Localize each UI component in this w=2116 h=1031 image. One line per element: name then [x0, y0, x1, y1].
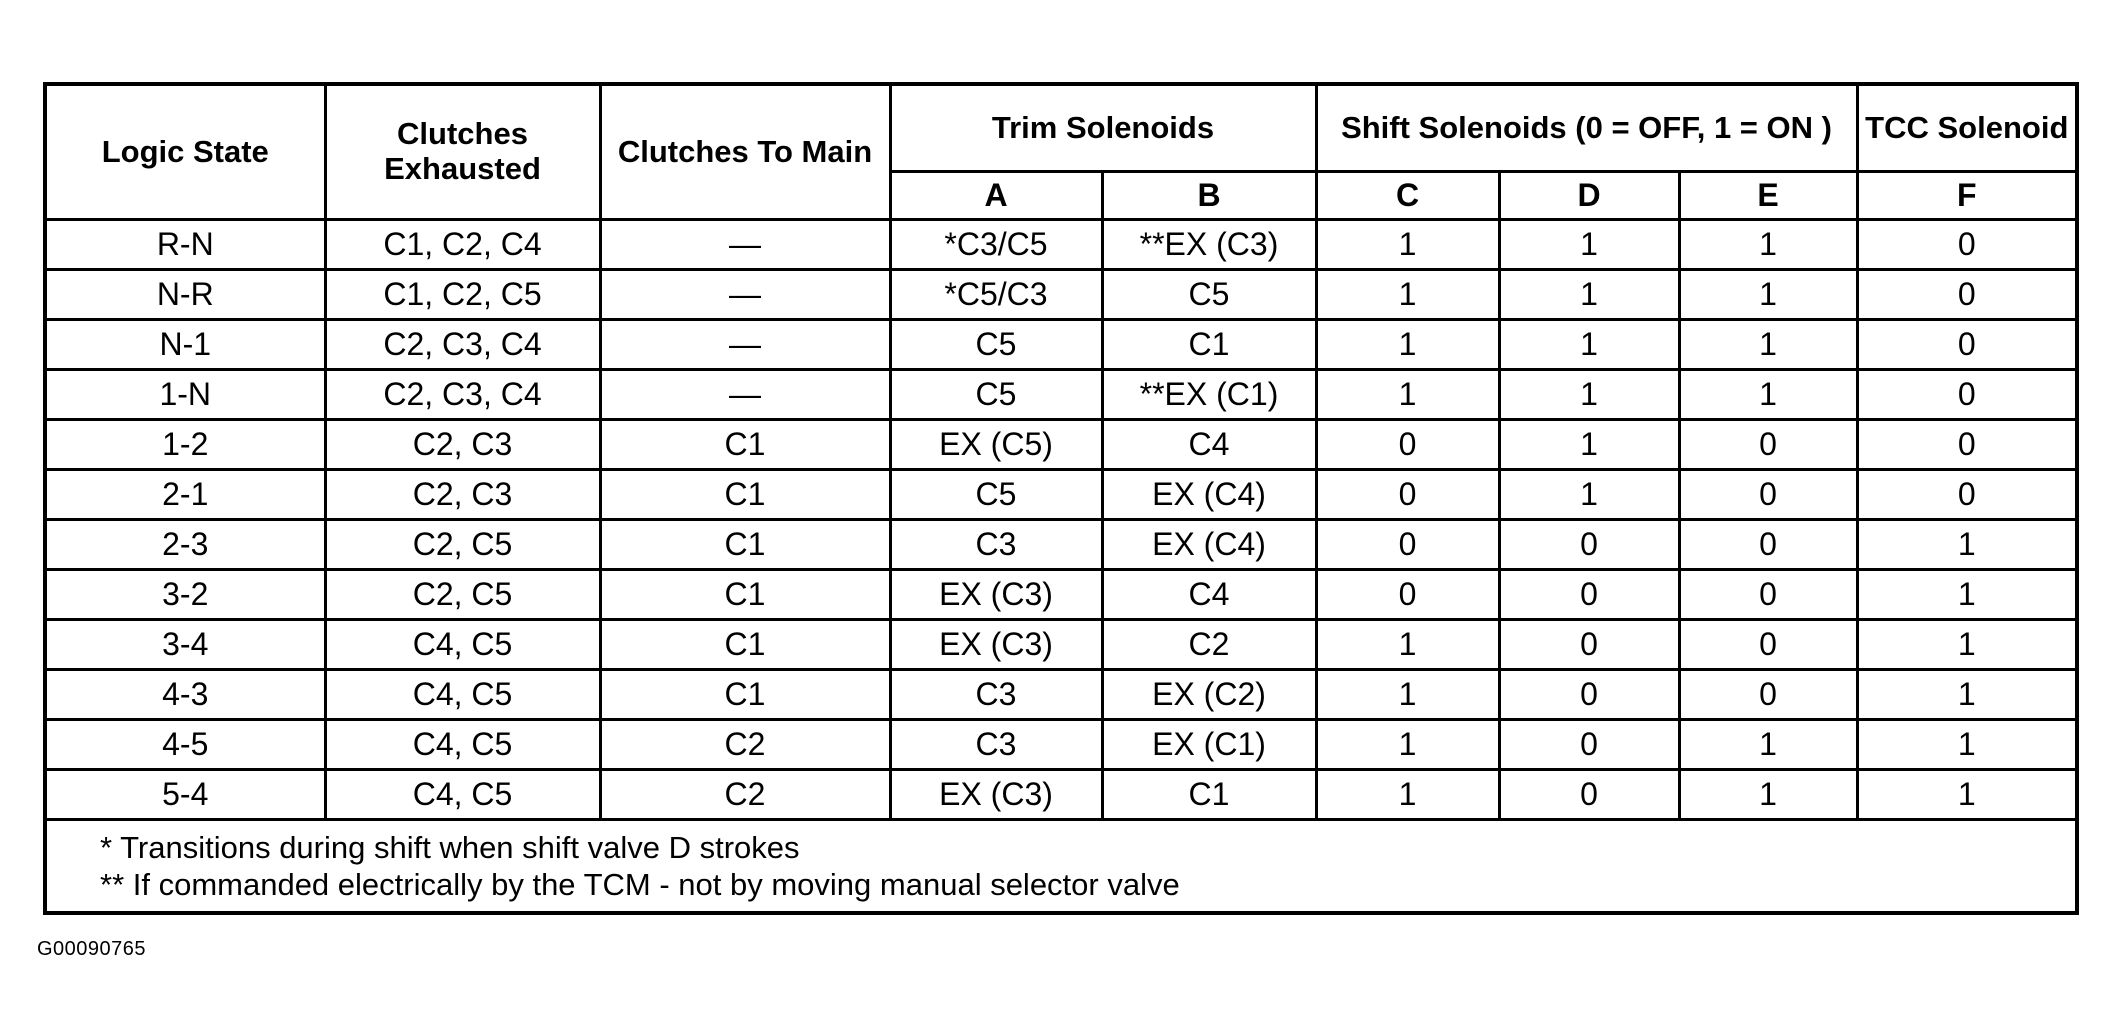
- table-row: [45, 220, 2077, 270]
- cell-tcc-f: 1: [1857, 570, 2077, 620]
- cell-trim-a: C5: [890, 470, 1102, 520]
- cell-trim-a: *C3/C5: [890, 220, 1102, 270]
- cell-trim-a: EX (C3): [890, 620, 1102, 670]
- table-row: [45, 720, 2077, 770]
- cell-shift-d: 1: [1499, 320, 1679, 370]
- cell-clutches-to-main: C1: [600, 470, 890, 520]
- cell-clutches-exhausted: C4, C5: [325, 720, 600, 770]
- cell-clutches-to-main: —: [600, 270, 890, 320]
- cell-trim-b: EX (C2): [1102, 670, 1316, 720]
- cell-shift-e: 0: [1679, 620, 1857, 670]
- table-notes: [45, 820, 2077, 914]
- cell-shift-e: 0: [1679, 520, 1857, 570]
- cell-shift-e: 1: [1679, 370, 1857, 420]
- cell-logic-state: 2-3: [45, 520, 325, 570]
- cell-shift-c: 0: [1316, 570, 1499, 620]
- cell-clutches-to-main: C1: [600, 520, 890, 570]
- header-logic-state: Logic State: [45, 84, 325, 220]
- cell-clutches-exhausted: C2, C3: [325, 420, 600, 470]
- cell-shift-d: 1: [1499, 220, 1679, 270]
- cell-clutches-exhausted: C4, C5: [325, 670, 600, 720]
- cell-tcc-f: 0: [1857, 220, 2077, 270]
- cell-trim-a: C3: [890, 720, 1102, 770]
- cell-trim-b: EX (C4): [1102, 520, 1316, 570]
- cell-shift-c: 1: [1316, 770, 1499, 820]
- cell-trim-b: C4: [1102, 420, 1316, 470]
- logic-state-table: [43, 82, 2079, 915]
- cell-trim-a: *C5/C3: [890, 270, 1102, 320]
- cell-logic-state: 1-N: [45, 370, 325, 420]
- cell-trim-a: EX (C3): [890, 770, 1102, 820]
- cell-trim-a: EX (C3): [890, 570, 1102, 620]
- cell-trim-b: C5: [1102, 270, 1316, 320]
- header-shift-solenoids: Shift Solenoids (0 = OFF, 1 = ON ): [1316, 84, 1857, 172]
- cell-logic-state: N-R: [45, 270, 325, 320]
- header-clutches-to-main: Clutches To Main: [600, 84, 890, 220]
- header-solenoid-d: D: [1499, 172, 1679, 220]
- header-clutches-exhausted: Clutches Exhausted: [325, 84, 600, 220]
- cell-shift-d: 0: [1499, 770, 1679, 820]
- table-row: [45, 370, 2077, 420]
- cell-trim-b: EX (C4): [1102, 470, 1316, 520]
- cell-trim-b: C1: [1102, 770, 1316, 820]
- cell-logic-state: R-N: [45, 220, 325, 270]
- cell-clutches-to-main: C1: [600, 620, 890, 670]
- table-row: [45, 520, 2077, 570]
- cell-trim-a: EX (C5): [890, 420, 1102, 470]
- cell-tcc-f: 0: [1857, 370, 2077, 420]
- header-solenoid-b: B: [1102, 172, 1316, 220]
- cell-logic-state: 4-5: [45, 720, 325, 770]
- header-trim-solenoids: Trim Solenoids: [890, 84, 1316, 172]
- cell-tcc-f: 1: [1857, 720, 2077, 770]
- cell-shift-c: 0: [1316, 420, 1499, 470]
- cell-trim-b: **EX (C1): [1102, 370, 1316, 420]
- cell-shift-d: 1: [1499, 270, 1679, 320]
- cell-shift-d: 0: [1499, 520, 1679, 570]
- cell-shift-e: 0: [1679, 470, 1857, 520]
- cell-tcc-f: 1: [1857, 670, 2077, 720]
- table-row: [45, 470, 2077, 520]
- table-row: [45, 620, 2077, 670]
- cell-trim-a: C5: [890, 320, 1102, 370]
- cell-tcc-f: 1: [1857, 520, 2077, 570]
- cell-logic-state: N-1: [45, 320, 325, 370]
- cell-tcc-f: 1: [1857, 620, 2077, 670]
- cell-shift-e: 1: [1679, 770, 1857, 820]
- cell-clutches-to-main: C2: [600, 770, 890, 820]
- cell-tcc-f: 0: [1857, 470, 2077, 520]
- cell-clutches-to-main: —: [600, 320, 890, 370]
- cell-shift-c: 1: [1316, 270, 1499, 320]
- cell-clutches-to-main: C1: [600, 570, 890, 620]
- note-single-asterisk: * Transitions during shift when shift valve D strokes: [100, 830, 800, 865]
- cell-shift-e: 1: [1679, 220, 1857, 270]
- table-row: [45, 320, 2077, 370]
- cell-tcc-f: 0: [1857, 320, 2077, 370]
- cell-shift-c: 0: [1316, 520, 1499, 570]
- cell-shift-e: 1: [1679, 320, 1857, 370]
- header-solenoid-a: A: [890, 172, 1102, 220]
- cell-shift-e: 0: [1679, 420, 1857, 470]
- figure-id: G00090765: [37, 938, 147, 960]
- cell-clutches-exhausted: C4, C5: [325, 620, 600, 670]
- cell-tcc-f: 0: [1857, 420, 2077, 470]
- cell-logic-state: 4-3: [45, 670, 325, 720]
- cell-shift-d: 0: [1499, 720, 1679, 770]
- cell-shift-e: 0: [1679, 670, 1857, 720]
- cell-shift-c: 1: [1316, 720, 1499, 770]
- cell-logic-state: 1-2: [45, 420, 325, 470]
- cell-shift-e: 1: [1679, 720, 1857, 770]
- header-solenoid-f: F: [1857, 172, 2077, 220]
- table-body: [45, 220, 2077, 820]
- cell-trim-b: C4: [1102, 570, 1316, 620]
- cell-clutches-to-main: —: [600, 370, 890, 420]
- note-double-asterisk: ** If commanded electrically by the TCM - not by moving manual selector valve: [100, 867, 1180, 902]
- cell-logic-state: 2-1: [45, 470, 325, 520]
- cell-shift-d: 1: [1499, 470, 1679, 520]
- table-row: [45, 570, 2077, 620]
- cell-shift-d: 1: [1499, 420, 1679, 470]
- cell-trim-a: C5: [890, 370, 1102, 420]
- cell-clutches-to-main: C1: [600, 420, 890, 470]
- cell-clutches-exhausted: C4, C5: [325, 770, 600, 820]
- cell-shift-c: 1: [1316, 620, 1499, 670]
- cell-clutches-exhausted: C2, C3, C4: [325, 320, 600, 370]
- header-solenoid-c: C: [1316, 172, 1499, 220]
- cell-shift-e: 0: [1679, 570, 1857, 620]
- cell-clutches-to-main: C1: [600, 670, 890, 720]
- cell-trim-b: **EX (C3): [1102, 220, 1316, 270]
- table-row: [45, 270, 2077, 320]
- table-row: [45, 770, 2077, 820]
- cell-trim-b: C1: [1102, 320, 1316, 370]
- cell-shift-e: 1: [1679, 270, 1857, 320]
- cell-trim-b: C2: [1102, 620, 1316, 670]
- cell-shift-d: 1: [1499, 370, 1679, 420]
- cell-shift-d: 0: [1499, 570, 1679, 620]
- cell-tcc-f: 1: [1857, 770, 2077, 820]
- cell-shift-c: 1: [1316, 670, 1499, 720]
- cell-shift-c: 0: [1316, 470, 1499, 520]
- cell-trim-b: EX (C1): [1102, 720, 1316, 770]
- header-solenoid-e: E: [1679, 172, 1857, 220]
- cell-clutches-exhausted: C2, C5: [325, 520, 600, 570]
- table-row: [45, 670, 2077, 720]
- cell-logic-state: 3-4: [45, 620, 325, 670]
- cell-clutches-exhausted: C2, C3: [325, 470, 600, 520]
- cell-trim-a: C3: [890, 520, 1102, 570]
- cell-shift-d: 0: [1499, 620, 1679, 670]
- cell-clutches-to-main: —: [600, 220, 890, 270]
- cell-clutches-exhausted: C1, C2, C4: [325, 220, 600, 270]
- cell-logic-state: 5-4: [45, 770, 325, 820]
- cell-clutches-exhausted: C2, C5: [325, 570, 600, 620]
- cell-shift-c: 1: [1316, 320, 1499, 370]
- table-row: [45, 420, 2077, 470]
- cell-trim-a: C3: [890, 670, 1102, 720]
- header-tcc-solenoid: TCC Solenoid: [1857, 84, 2077, 172]
- cell-shift-c: 1: [1316, 370, 1499, 420]
- cell-shift-d: 0: [1499, 670, 1679, 720]
- cell-clutches-to-main: C2: [600, 720, 890, 770]
- cell-logic-state: 3-2: [45, 570, 325, 620]
- cell-shift-c: 1: [1316, 220, 1499, 270]
- cell-clutches-exhausted: C2, C3, C4: [325, 370, 600, 420]
- cell-tcc-f: 0: [1857, 270, 2077, 320]
- cell-clutches-exhausted: C1, C2, C5: [325, 270, 600, 320]
